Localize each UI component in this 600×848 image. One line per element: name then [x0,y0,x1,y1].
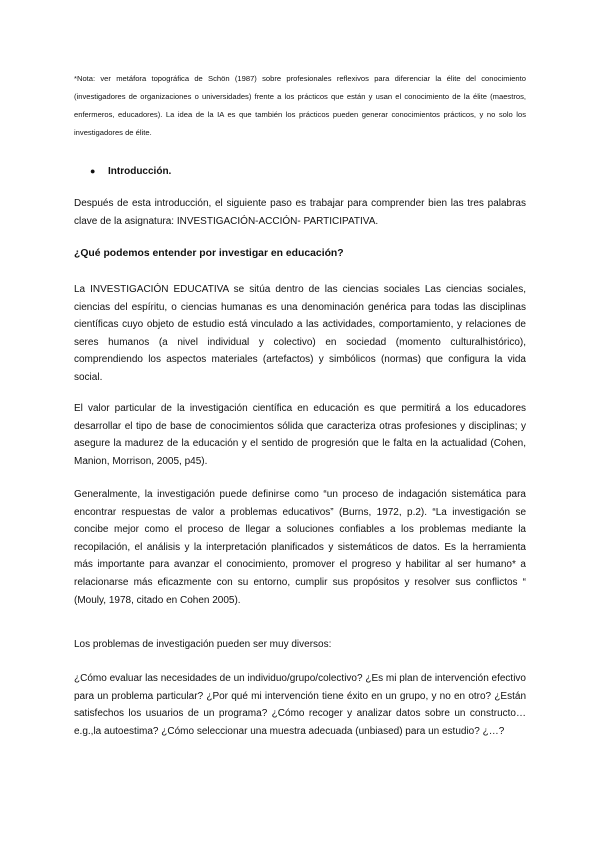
paragraph-general: Generalmente, la investigación puede definirse como “un proceso de indagación sistemática para encontrar respuestas de valor a problemas educativos” (Burns, 1972, p.2). “La investigación se concibe mejor como el proceso de llegar a soluciones confiables a los problemas mediante la recopilación, el análisis y la interpretación planificados y sistemáticos de datos. Es la herramienta más importante para avanzar el conocimiento, promover el progreso y habilitar al ser humano* a relacionarse más eficazmente con su entorno, cumplir sus propósitos y resolver sus conflictos “ (Mouly, 1978, citado en Cohen 2005). [74,489,526,606]
paragraph-problems-intro: Los problemas de investigación pueden ser muy diversos: [74,639,332,650]
section-title: Introducción. [108,166,172,177]
paragraph-intro: Después de esta introducción, el siguiente paso es trabajar para comprender bien las tres palabras clave de la asignatura: INVESTIGACIÓN-ACCIÓN- PARTICIPATIVA. [74,198,526,227]
bullet-marker: ● [90,166,96,176]
paragraph-questions: ¿Cómo evaluar las necesidades de un individuo/grupo/colectivo? ¿Es mi plan de intervención efectivo para un problema particular? ¿Por qué mi intervención tiene éxito en un grupo, y no en otro? ¿Están satisfechos los usuarios de un programa? ¿Cómo recoger y analizar datos sobre un constructo… e.g.,la autoestima? ¿Cómo seleccionar una muestra adecuada (unbiased) para un estudio? ¿…? [74,673,526,737]
footnote: *Nota: ver metáfora topográfica de Schön (1987) sobre profesionales reflexivos para diferenciar la élite del conocimiento (investigadores de organizaciones o universidades) frente a los prácticos que están y usan el conocimiento de la élite (maestros, enfermeros, educadores). La idea de la IA es que también los prácticos pueden generar conocimientos prácticos, y no solo los investigadores de élite. [74,74,526,137]
paragraph-value: El valor particular de la investigación científica en educación es que permitirá a los educadores desarrollar el tipo de base de conocimientos sólida que caracteriza otras profesiones y disciplinas; y asegure la madurez de la educación y el sentido de progresión que le falta en la actualidad (Cohen, Manion, Morrison, 2005, p45). [74,403,526,467]
section-bullet [90,163,520,180]
paragraph-definition: La INVESTIGACIÓN EDUCATIVA se sitúa dentro de las ciencias sociales Las ciencias sociales, ciencias del espíritu, o ciencias humanas es una denominación genérica para todas las disciplinas científicas cuyo objeto de estudio está vinculado a las actividades, comportamiento, y relaciones de seres humanos (a nivel individual y colectivo) en sociedad (momento culturalhistórico), comprendiendo los aspectos materiales (artefactos) y simbólicos (normas) que configura la vida social. [74,284,526,383]
section-heading: ¿Qué podemos entender por investigar en educación? [74,248,344,259]
